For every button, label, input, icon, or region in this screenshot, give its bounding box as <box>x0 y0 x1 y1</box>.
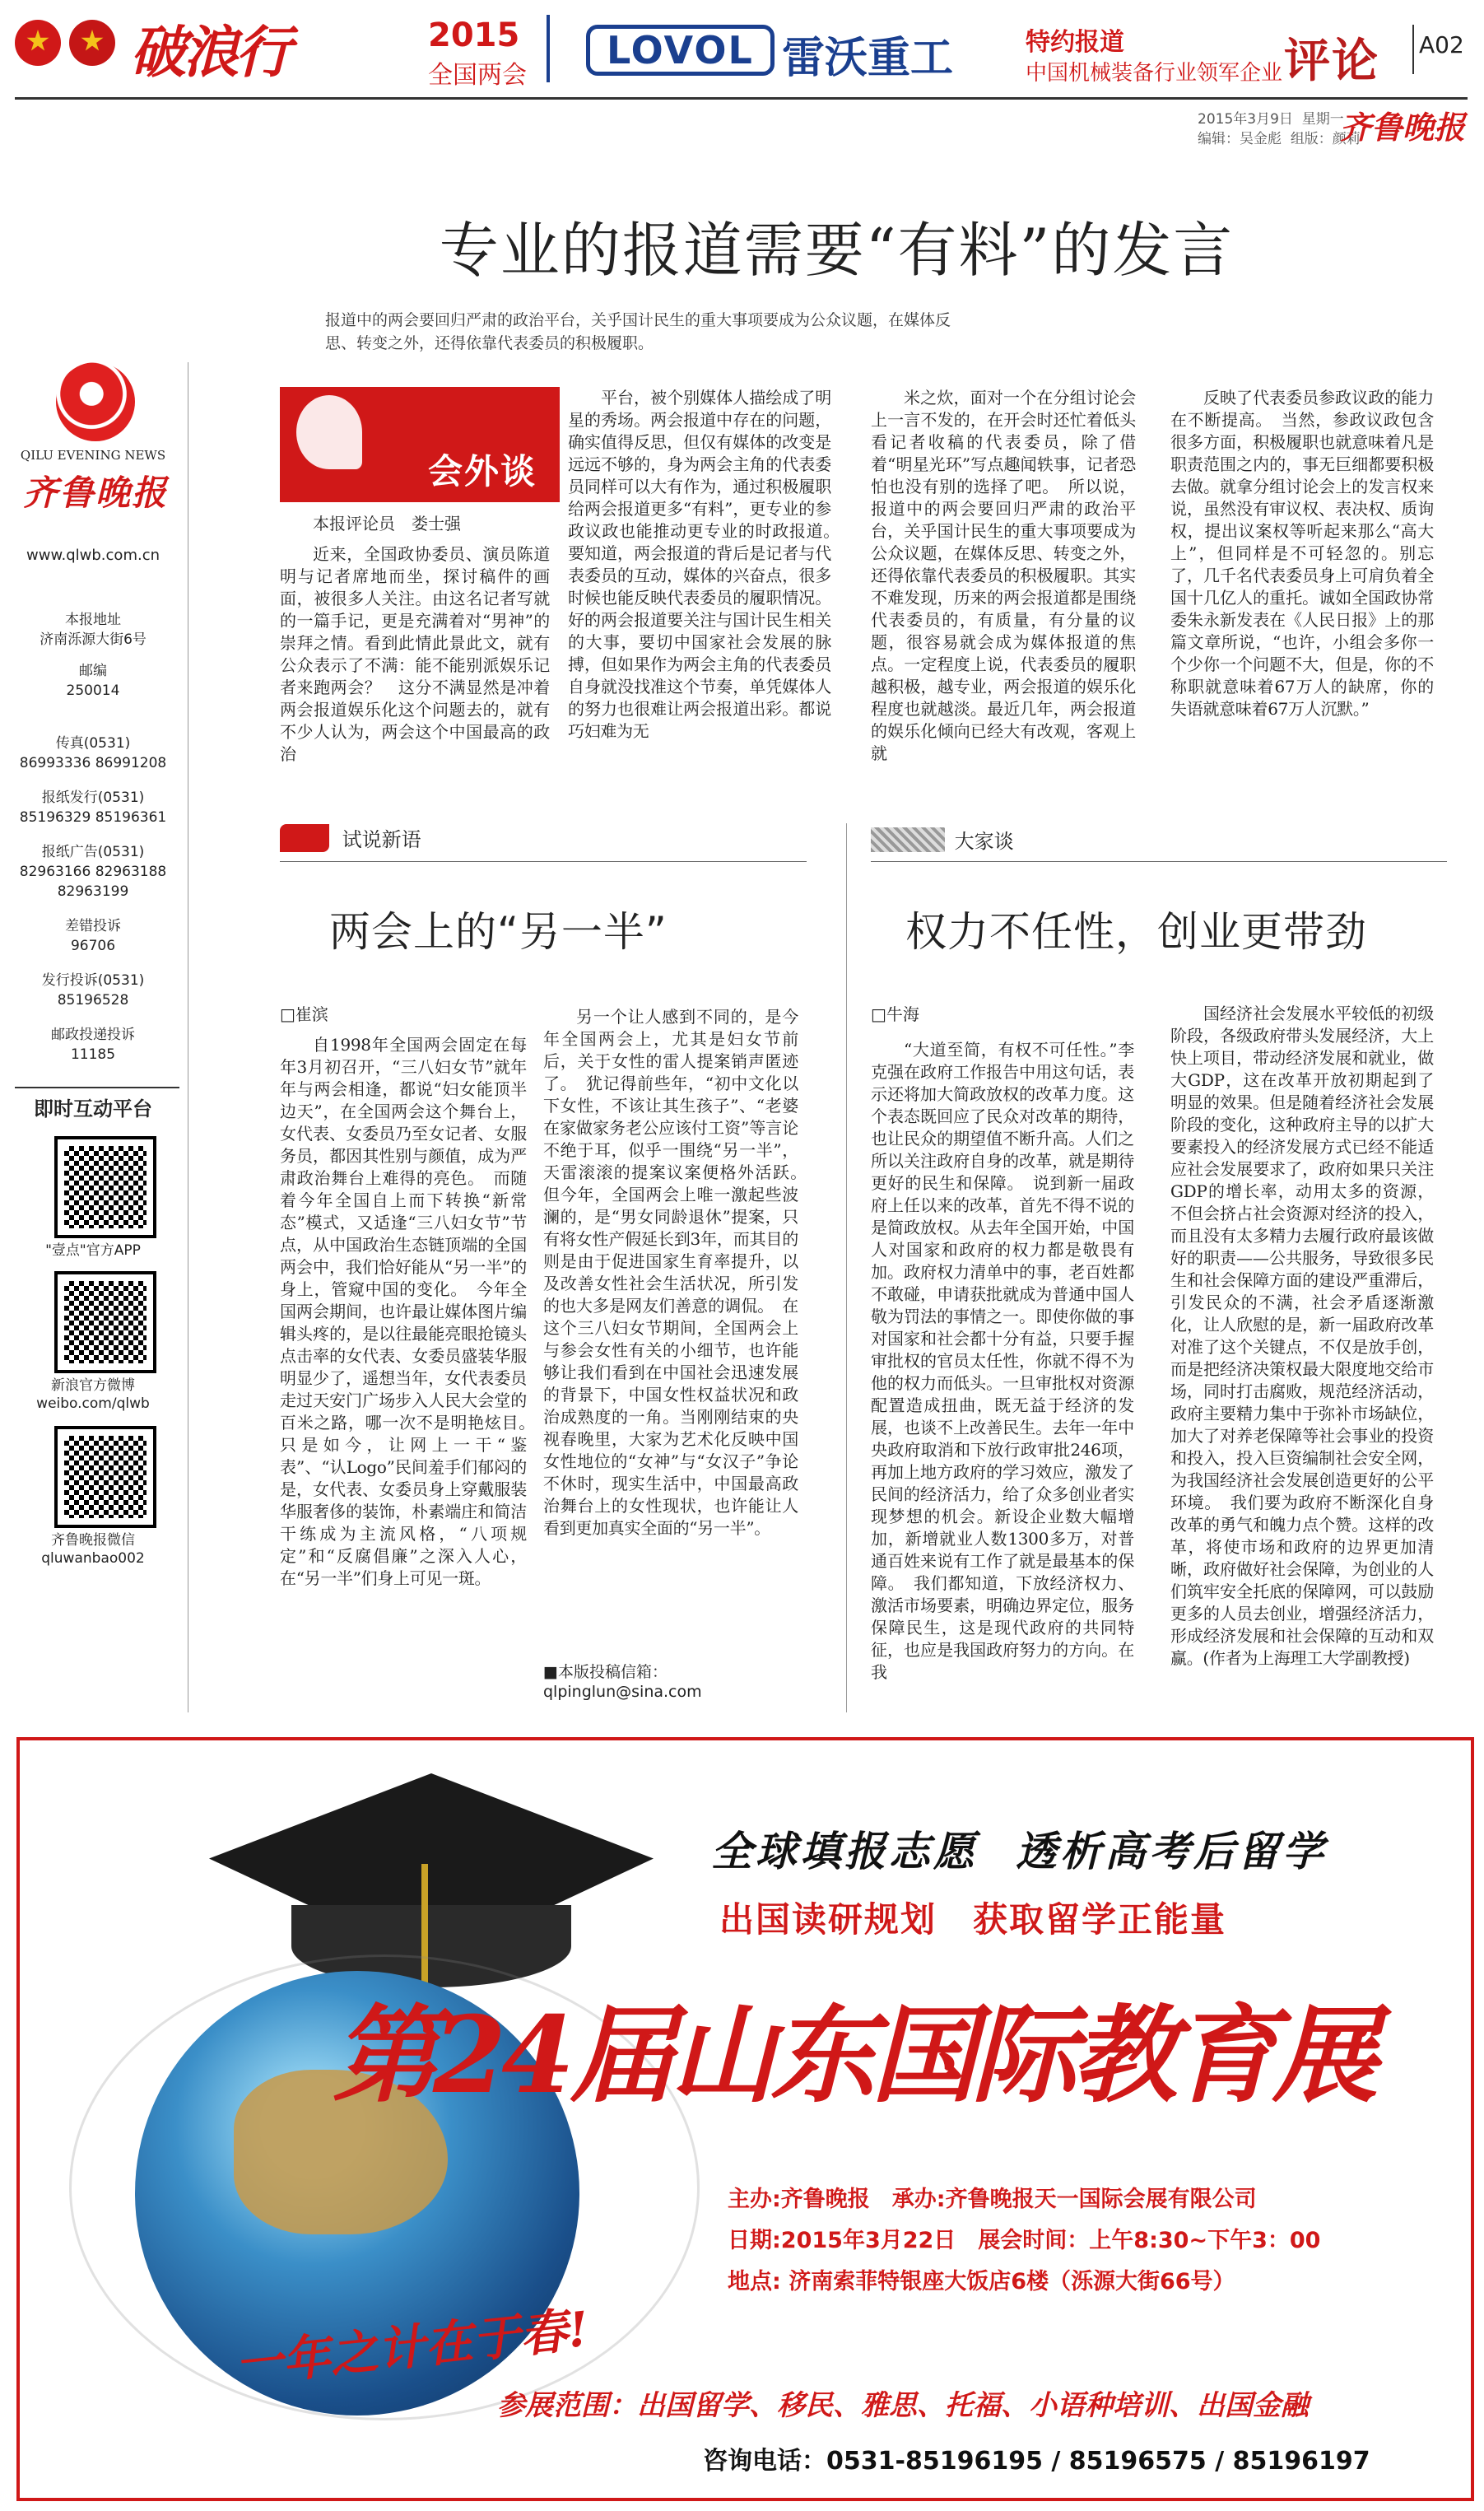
weibo-url: weibo.com/qlwb <box>36 1395 150 1412</box>
address: 济南泺源大街6号 <box>40 631 147 648</box>
postcode: 250014 <box>66 682 120 699</box>
right-article-tag: 大家谈 <box>954 830 1014 853</box>
error-number: 96706 <box>70 938 116 954</box>
ad-date: 日期:2015年3月22日 展会时间：上午8:30~下午3：00 <box>728 2228 1321 2253</box>
masthead-title: 破浪行 <box>130 20 289 86</box>
distribution-number: 85196329 85196361 <box>19 809 167 826</box>
ad-organizer: 主办:齐鲁晚报 承办:齐鲁晚报天一国际会展有限公司 <box>728 2187 1257 2212</box>
page-number: A02 <box>1419 31 1464 58</box>
paper-cn-name: 齐鲁晚报 <box>23 473 169 513</box>
main-deck-line-2: 思、转变之外，还得依靠代表委员的积极履职。 <box>325 334 654 352</box>
issue-date: 2015年3月9日 <box>1198 111 1293 128</box>
cppcc-emblem-icon <box>69 20 115 66</box>
masthead-event: 全国两会 <box>428 61 527 90</box>
pen-brush-icon <box>296 395 362 469</box>
wechat-qr-code[interactable] <box>58 1429 153 1525</box>
post-number: 11185 <box>70 1046 116 1063</box>
app-qr-code[interactable] <box>58 1139 153 1235</box>
special-report-label: 特约报道 <box>1026 28 1124 57</box>
contrib-label: ■本版投稿信箱： <box>543 1663 668 1681</box>
left-col-1-text: 自1998年全国两会固定在每年3月初召开，“三八妇女节”就年年与两会相逢，都说“妇女能顶半边天”，在全国两会这个舞台上，女代表、女委员乃至女记者、女服务员，都因其性别与颜值，成为严肃政治舞台上难得的亮色。 而随着今年全国自上而下转换“新常态”模式，又适逢“三八妇女节”节点，从中国政治生态链顶端的全国两会中，我们恰好能从“另一半”的身上，管窥中国的变化。 今年全国两会期间，也许最让媒体图片编辑头疼的，是以往最能亮眼抢镜头点击率的女代表、女委员盛装华服明显少了，遥想当年，女代表委员走过天安门广场步入人民大会堂的百米之路，哪一次不是明艳炫目。 只是如今，让网上一干“鉴表”、“认Logo”民间羞手们郁闷的是，女代表、女委员身上穿戴服装华服奢侈的装饰，朴素端庄和简洁干练成为主流风格，“八项规定”和“反腐倡廉”之深入人心，在“另一半”们身上可见一斑。 <box>280 1035 543 1588</box>
main-col-2-text: 平台，被个别媒体人描绘成了明星的秀场。两会报道中存在的问题，确实值得反思，但仅有媒体的改变是远远不够的，身为两会主角的代表委员同样可以大有作为，通过积极履职给两会报道更多“有料”，更专业的参政议政也能推动更专业的时政报道。 要知道，两会报道的背后是记者与代表委员的互动，媒体的兴奋点，很多时候也能反映代表委员的履职情况。好的两会报道要关注与国计民生相关的大事，要切中国家社会发展的脉搏，但如果作为两会主角的代表委员自身就没找准这个节奏，单凭媒体人的努力也很难让两会报道出彩。都说巧妇难为无 <box>568 388 848 741</box>
interactive-platform-title: 即时互动平台 <box>34 1097 152 1120</box>
issue-date-line <box>1198 107 1344 128</box>
ad-venue: 地点: 济南索菲特银座大饭店6楼（泺源大街66号） <box>728 2269 1235 2294</box>
education-expo-ad[interactable] <box>16 1737 1474 2501</box>
brand-name-cn: 雷沃重工 <box>782 34 954 83</box>
weibo-qr-code[interactable] <box>58 1274 153 1370</box>
contrib-email[interactable]: qlpinglun@sina.com <box>543 1683 702 1701</box>
main-deck <box>325 309 1337 355</box>
distribution-label: 报纸发行(0531) <box>41 790 145 806</box>
ad-slogan: 出国读研规划 获取留学正能量 <box>719 1899 1227 1940</box>
main-col-4-text: 反映了代表委员参政议政的能力在不断提高。 当然，参政议政包含很多方面，积极履职也就意味着凡是职责范围之内的，事无巨细都要积极去做。就拿分组讨论会上的发言权来说，虽然没有审议权、表决权、质询权，提出议案权等听起来那么“高大上”，但同样是不可轻忽的。别忘了，几千名代表委员身上可肩负着全国十几亿人的重托。诚如全国政协常委朱永新发表在《人民日报》上的那篇文章所说，“也许，小组会多你一个少你一个问题不大，但是，你的不称职就意味着67万人的缺席，你的失语就意味着67万人沉默。” <box>1170 388 1434 719</box>
lovol-logo: LOVOL <box>586 25 775 76</box>
ad-calli-right: 透析高考后留学 <box>1016 1827 1327 1875</box>
main-deck-line-1: 报道中的两会要回归严肃的政治平台，关乎国计民生的重大事项要成为公众议题，在媒体反 <box>325 311 951 329</box>
ad-calli-left: 全球填报志愿 <box>711 1827 978 1875</box>
right-tag-rule <box>871 861 1447 862</box>
right-col-1-text: “大道至简，有权不可任性。”李克强在政府工作报告中用这句话，表示还将加大简政放权的改革力度。这个表态既回应了民众对改革的期待，也让民众的期望值不断升高。人们之所以关注政府自身的改革，就是期待更好的民生和保障。 说到新一届政府上任以来的改革，首先不得不说的是简政放权。从去年全国开始，中国人对国家和政府的权力都是敬畏有加。政府权力清单中的事，老百姓都不敢碰，申请获批就成为普通中国人敬为罚法的事情之一。即使你做的事对国家和社会都十分有益，只要手握审批权的官员太任性，你就不得不为他的权力而低头。一旦审批权对资源配置造成扭曲，既无益于经济的发展，也谈不上改善民生。去年一年中央政府取消和下放行政审批246项，再加上地方政府的学习效应，激发了民间的经济活力，给了众多创业者实现梦想的机会。新设企业数大幅增加，新增就业人数1300多万，对普通百姓来说有工作了就是最基本的保障。 我们都知道，下放经济权力、激活市场要素，明确边界定位，服务保障民生，这是现代政府的共同特征，也应是我国政府努力的方向。在我 <box>871 1040 1134 1682</box>
error-label: 差错投诉 <box>65 918 121 934</box>
page-no-divider <box>1412 25 1414 74</box>
masthead-divider <box>547 15 550 82</box>
ad-label: 报纸广告(0531) <box>41 844 145 860</box>
left-col-1 <box>280 1034 543 1709</box>
main-headline: 专业的报道需要“有料”的发言 <box>439 216 1235 285</box>
column-tag: 会外谈 <box>428 451 537 491</box>
left-article-title: 两会上的“另一半” <box>329 908 668 956</box>
right-article-author: □牛海 <box>871 1004 919 1024</box>
right-col-1 <box>871 1039 1134 1706</box>
left-article-tag: 试说新语 <box>342 828 421 851</box>
main-byline: 本报评论员 娄士强 <box>313 514 461 533</box>
masthead-rule <box>15 97 1468 100</box>
address-label: 本报地址 <box>65 612 121 628</box>
right-col-2 <box>1170 1003 1434 1703</box>
left-article-tag-line <box>280 823 421 852</box>
left-tag-rule <box>280 861 807 862</box>
post-label: 邮政投递投诉 <box>51 1027 135 1043</box>
masthead <box>0 0 1484 147</box>
left-article-author: □崔滨 <box>280 1004 328 1024</box>
masthead-year: 2015 <box>428 16 520 54</box>
ad-number-1: 82963166 82963188 <box>19 864 167 880</box>
main-col-2 <box>568 387 848 790</box>
right-col-2-text: 国经济社会发展水平较低的初级阶段，各级政府带头发展经济，大上快上项目，带动经济发展和就业，做大GDP，这在改革开放初期起到了明显的效果。但是随着经济社会发展阶段的变化，这种政府主导的以扩大要素投入的经济发展方式已经不能适应社会发展要求了，政府如果只关注GDP的增长率，动用太多的资源，不但会挤占社会资源对经济的投入，而且没有太多精力去履行政府最该做好的职责——公共服务，导致很多民生和社会保障方面的建设严重滞后，引发民众的不满，社会矛盾逐渐激化，让人欣慰的是，新一届政府改革对准了这个关键点，不仅是放手创，而是把经济决策权最大限度地交给市场，同时打击腐败，规范经济活动，政府主要精力集中于弥补市场缺位，加大了对养老保障等社会事业的投资和投入，投入巨资编制社会安全网，为我国经济社会发展创造更好的公平环境。 我们要为政府不断深化自身改革的勇气和魄力点个赞。这样的改革，将使市场和政府的边界更加清晰，政府做好社会保障，为创业的人们筑牢安全托底的保障网，可以鼓励更多的人员去创业，增强经济活力，形成经济发展和社会保障的互动和双赢。(作者为上海理工大学副教授) <box>1170 1004 1434 1668</box>
issue-label: 发行投诉(0531) <box>41 972 145 989</box>
issue-number: 85196528 <box>57 992 129 1009</box>
main-col-3 <box>871 387 1136 790</box>
right-tag-marker-icon <box>871 827 945 852</box>
article-divider <box>846 823 847 1712</box>
editor: 编辑：吴金彪 <box>1198 131 1282 147</box>
right-article-tag-line <box>871 825 1014 854</box>
weibo-qr-label: 新浪官方微博 <box>51 1377 135 1394</box>
fax-label: 传真(0531) <box>55 735 131 752</box>
ad-spring-slogan: 一年之计在于春! <box>232 2300 592 2394</box>
left-col-2 <box>543 1006 815 1648</box>
ad-hotline[interactable]: 咨询电话：0531-85196195 / 85196575 / 85196197 <box>703 2447 1370 2476</box>
postcode-label: 邮编 <box>79 663 107 679</box>
right-article-title: 权力不任性，创业更带劲 <box>905 908 1367 956</box>
designer: 组版：颜莉 <box>1290 131 1361 147</box>
sidebar <box>15 362 179 1712</box>
national-emblem-icon <box>15 20 61 66</box>
paper-name-small: 齐鲁晚报 <box>1340 109 1466 146</box>
ad-number-2: 82963199 <box>57 883 129 900</box>
issue-weekday: 星期一 <box>1301 111 1344 128</box>
app-qr-label: "壹点"官方APP <box>45 1242 141 1259</box>
main-col-1-text: 近来，全国政协委员、演员陈道明与记者席地而坐，探讨稿件的画面，被很多人关注。由这名记者写就的一篇手记，更是充满着对“男神”的崇拜之情。看到此情此景此文，就有公众表示了不满：能不能别派娱乐记者来跑两会？ 这分不满显然是冲着两会报道娱乐化这个问题去的，就有不少人认为，两会这个中国最高的政治 <box>280 544 550 764</box>
ad-scope: 参展范围：出国留学、移民、雅思、托福、小语种培训、出国金融 <box>497 2389 1309 2422</box>
fax-number: 86993336 86991208 <box>19 755 167 771</box>
website-link[interactable]: www.qlwb.com.cn <box>26 547 160 564</box>
section-title: 评论 <box>1284 35 1379 88</box>
editor-line <box>1198 127 1361 147</box>
wechat-id: qluwanbao002 <box>41 1550 145 1567</box>
special-report-sub: 中国机械装备行业领军企业 <box>1026 61 1283 86</box>
main-col-3-text: 米之炊，面对一个在分组讨论会上一言不发的，在开会时还忙着低头看记者收稿的代表委员，除了借着“明星光环”写点趣闻轶事，记者恐怕也没有别的选择了吧。 所以说，报道中的两会要回归严肃的政治平台，关乎国计民生的重大事项要成为公众议题，在媒体反思、转变之外，还得依靠代表委员的积极履职。其实不难发现，历来的两会报道都是围绕代表委员的，有质量，有分量的议题，很容易就会成为媒体报道的焦点。一定程度上说，代表委员的履职越积极，越专业，两会报道的娱乐化程度也就越淡。最近几年，两会报道的娱乐化倾向已经大有改观，客观上就 <box>871 388 1136 763</box>
sidebar-rule <box>15 1087 179 1088</box>
main-col-4 <box>1170 387 1434 790</box>
main-col-1 <box>280 543 550 790</box>
column-tag-banner <box>280 387 560 502</box>
ad-expo-title: 第24届山东国际教育展 <box>333 1994 1374 2117</box>
left-tag-marker-icon <box>280 824 329 852</box>
left-col-2-text: 另一个让人感到不同的，是今年全国两会上，尤其是妇女节前后，关于女性的雷人提案销声匿迹了。 犹记得前些年，“初中文化以下女性，不该让其生孩子”、“老婆在家做家务老公应该付工资”等言论不绝于耳，似乎一围绕“另一半”，天雷滚滚的提案议案便格外活跃。 但今年，全国两会上唯一激起些波澜的，是“男女同龄退休”提案，只有将女性产假延长到3年，而其目的则是由于促进国家生育率提升，以及改善女性社会生活状况，所引发的也大多是网友们善意的调侃。 在这个三八妇女节期间，全国两会上与参会女性有关的小细节，也许能够让我们看到在中国社会迅速发展的背景下，中国女性权益状况和政治成熟度的一角。当刚刚结束的央视春晚里，大家为艺术化反映中国女性地位的“女神”与“女汉子”争论不休时，现实生活中，中国最高政治舞台上的女性现状，也许能让人看到更加真实全面的“另一半”。 <box>543 1007 815 1538</box>
wechat-qr-label: 齐鲁晚报微信 <box>51 1532 135 1549</box>
paper-en-name: QILU EVENING NEWS <box>20 448 166 463</box>
qilu-logo-icon <box>56 362 135 441</box>
